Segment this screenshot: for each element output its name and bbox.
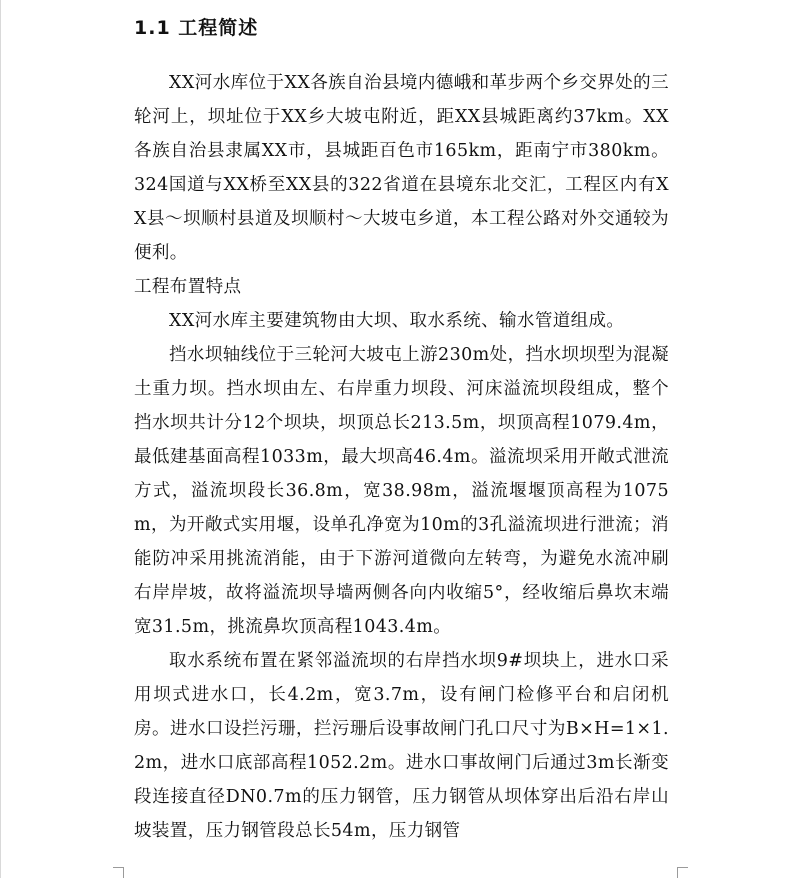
page-corner-mark-left	[113, 867, 124, 878]
paragraph-intake-system: 取水系统布置在紧邻溢流坝的右岸挡水坝9#坝块上，进水口采用坝式进水口，长4.2m，宽3.7m，设有闸门检修平台和启闭机房。进水口设拦污珊，拦污珊后设事故闸门孔口尺寸为B×H=1×1.2m，进水口底部高程1052.2m。进水口事故闸门后通过3m长渐变段连接直径DN0.7m的压力钢管，压力钢管从坝体穿出后沿右岸山坡装置，压力钢管段总长54m，压力钢管	[134, 651, 669, 841]
page-corner-mark-right	[677, 867, 688, 878]
paragraph-dam-description: 挡水坝轴线位于三轮河大坡屯上游230m处，挡水坝坝型为混凝土重力坝。挡水坝由左、右岸重力坝段、河床溢流坝段组成，整个挡水坝共计分12个坝块，坝顶总长213.5m，坝顶高程1079.4m，最低建基面高程1033m，最大坝高46.4m。溢流坝采用开敞式泄流方式，溢流坝段长36.8m，宽38.98m，溢流堰堰顶高程为1075m，为开敞式实用堰，设单孔净宽为10m的3孔溢流坝进行泄流；消能防冲采用挑流消能，由于下游河道微向左转弯，为避免水流冲刷右岸岸坡，故将溢流坝导墙两侧各向内收缩5°，经收缩后鼻坎末端宽31.5m，挑流鼻坎顶高程1043.4m。	[134, 345, 669, 637]
subheading-layout-features: 工程布置特点	[134, 277, 242, 297]
paragraph-project-location: XX河水库位于XX各族自治县境内德峨和革步两个乡交界处的三轮河上，坝址位于XX乡大坡屯附近，距XX县城距离约37km。XX各族自治县隶属XX市，县城距百色市165km，距南宁市380km。324国道与XX桥至XX县的322省道在县境东北交汇，工程区内有XX县～坝顺村县道及坝顺村～大坡屯乡道，本工程公路对外交通较为便利。	[134, 73, 669, 263]
section-heading: 1.1 工程简述	[134, 17, 259, 39]
paragraph-main-structures: XX河水库主要建筑物由大坝、取水系统、输水管道组成。	[169, 311, 625, 331]
document-body	[134, 12, 669, 848]
